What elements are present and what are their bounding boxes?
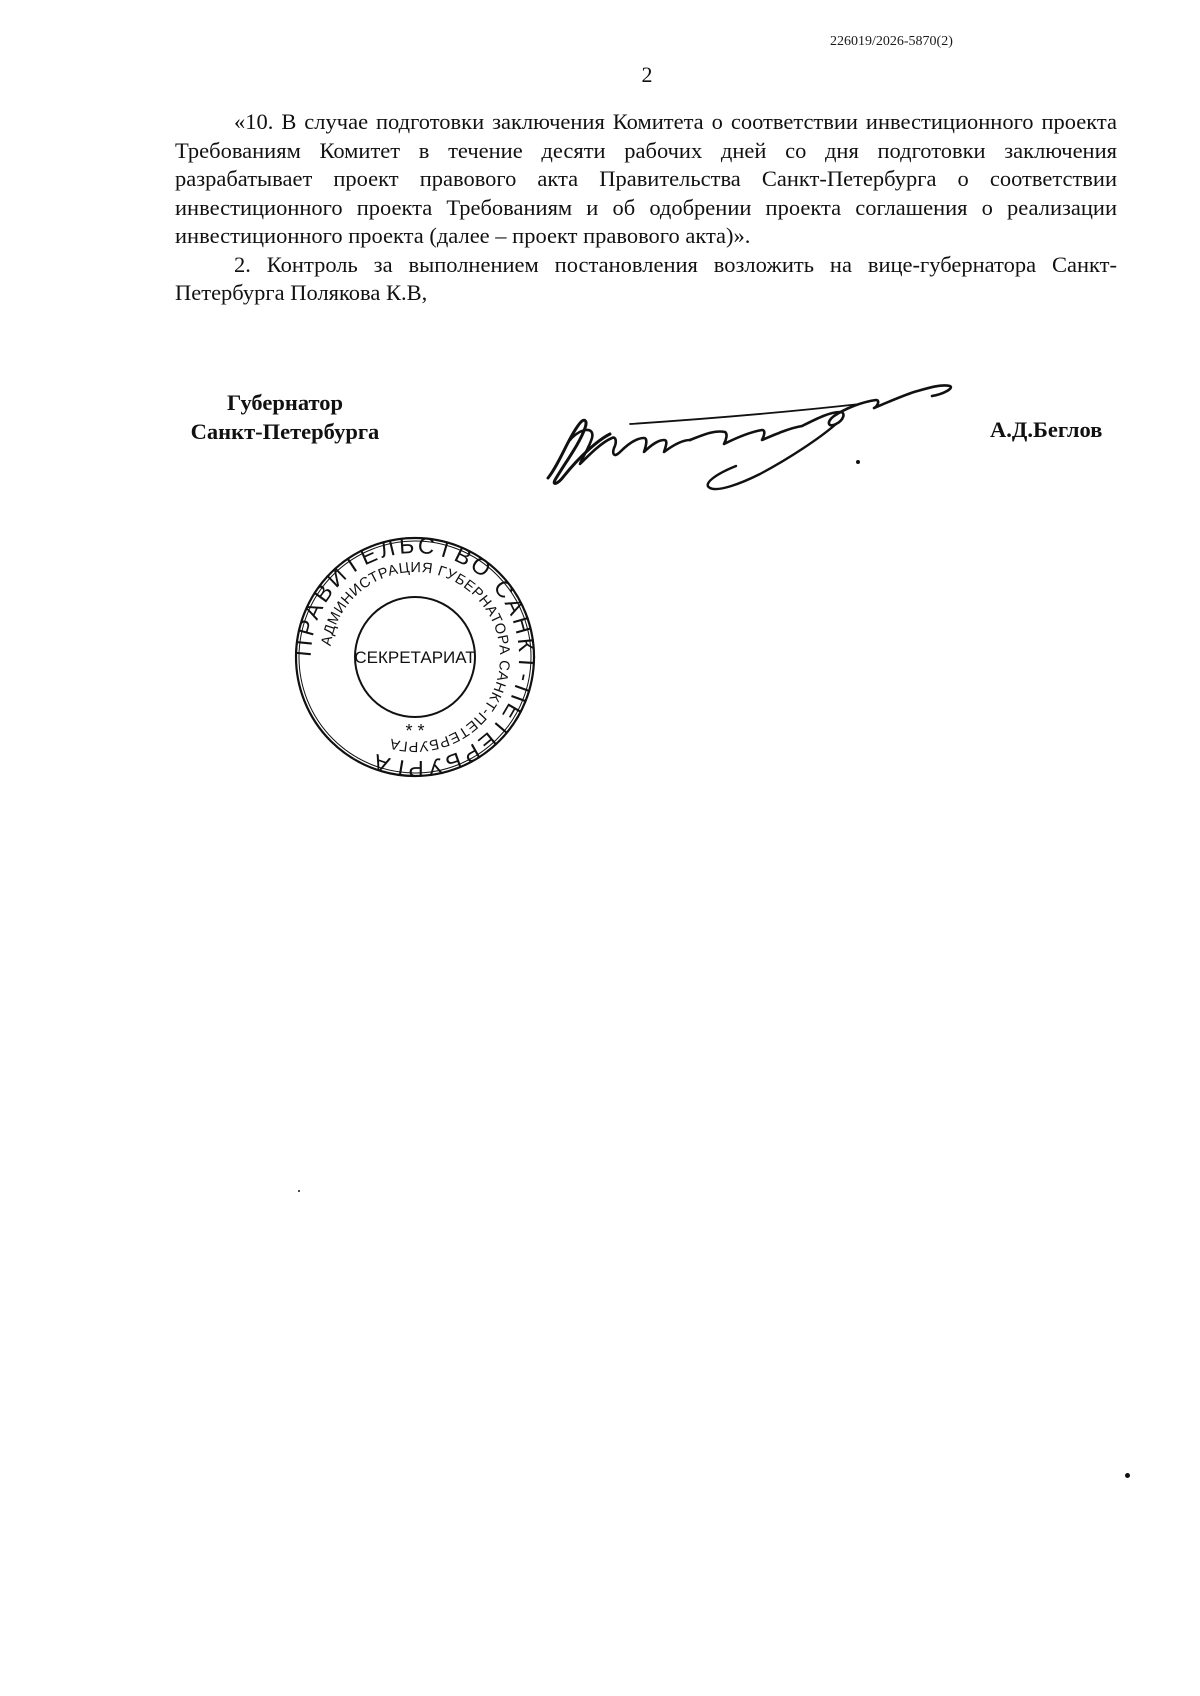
handwritten-signature [540, 368, 960, 498]
signer-title [175, 388, 395, 446]
document-number: 226019/2026-5870(2) [830, 34, 953, 49]
seal-inner-text: АДМИНИСТРАЦИЯ ГУБЕРНАТОРА САНКТ-ПЕТЕРБУРГА [318, 559, 513, 755]
official-seal [290, 532, 540, 782]
stray-dot [298, 1190, 300, 1192]
stray-dot [1125, 1473, 1130, 1478]
seal-center-text: СЕКРЕТАРИАТ [354, 648, 476, 667]
signer-name: А.Д.Беглов [990, 417, 1103, 442]
signer-title-line1: Губернатор [226, 390, 343, 415]
signer-title-line2: Санкт-Петербурга [190, 419, 380, 444]
seal-stars: * * [405, 721, 425, 741]
paragraph-amendment: «10. В случае подготовки заключения Комитета о соответствии инвестиционного проекта Требованиям Комитет в течение десяти рабочих дней со дня подготовки заключения разрабатывает проект правового акта Правительства Санкт-Петербурга о соответствии инвестиционного проекта Требованиям и об одобрении проекта соглашения о реализации инвестиционного проекта (далее – проект правового акта)». [175, 109, 1117, 248]
paragraph-control: 2. Контроль за выполнением постановления возложить на вице-губернатора Санкт-Петербурга Полякова К.В, [175, 251, 1117, 305]
seal-outer-text: ПРАВИТЕЛЬСТВО САНКТ-ПЕТЕРБУРГА [290, 532, 540, 782]
page-number: 2 [641, 62, 653, 87]
document-body [175, 108, 1117, 308]
